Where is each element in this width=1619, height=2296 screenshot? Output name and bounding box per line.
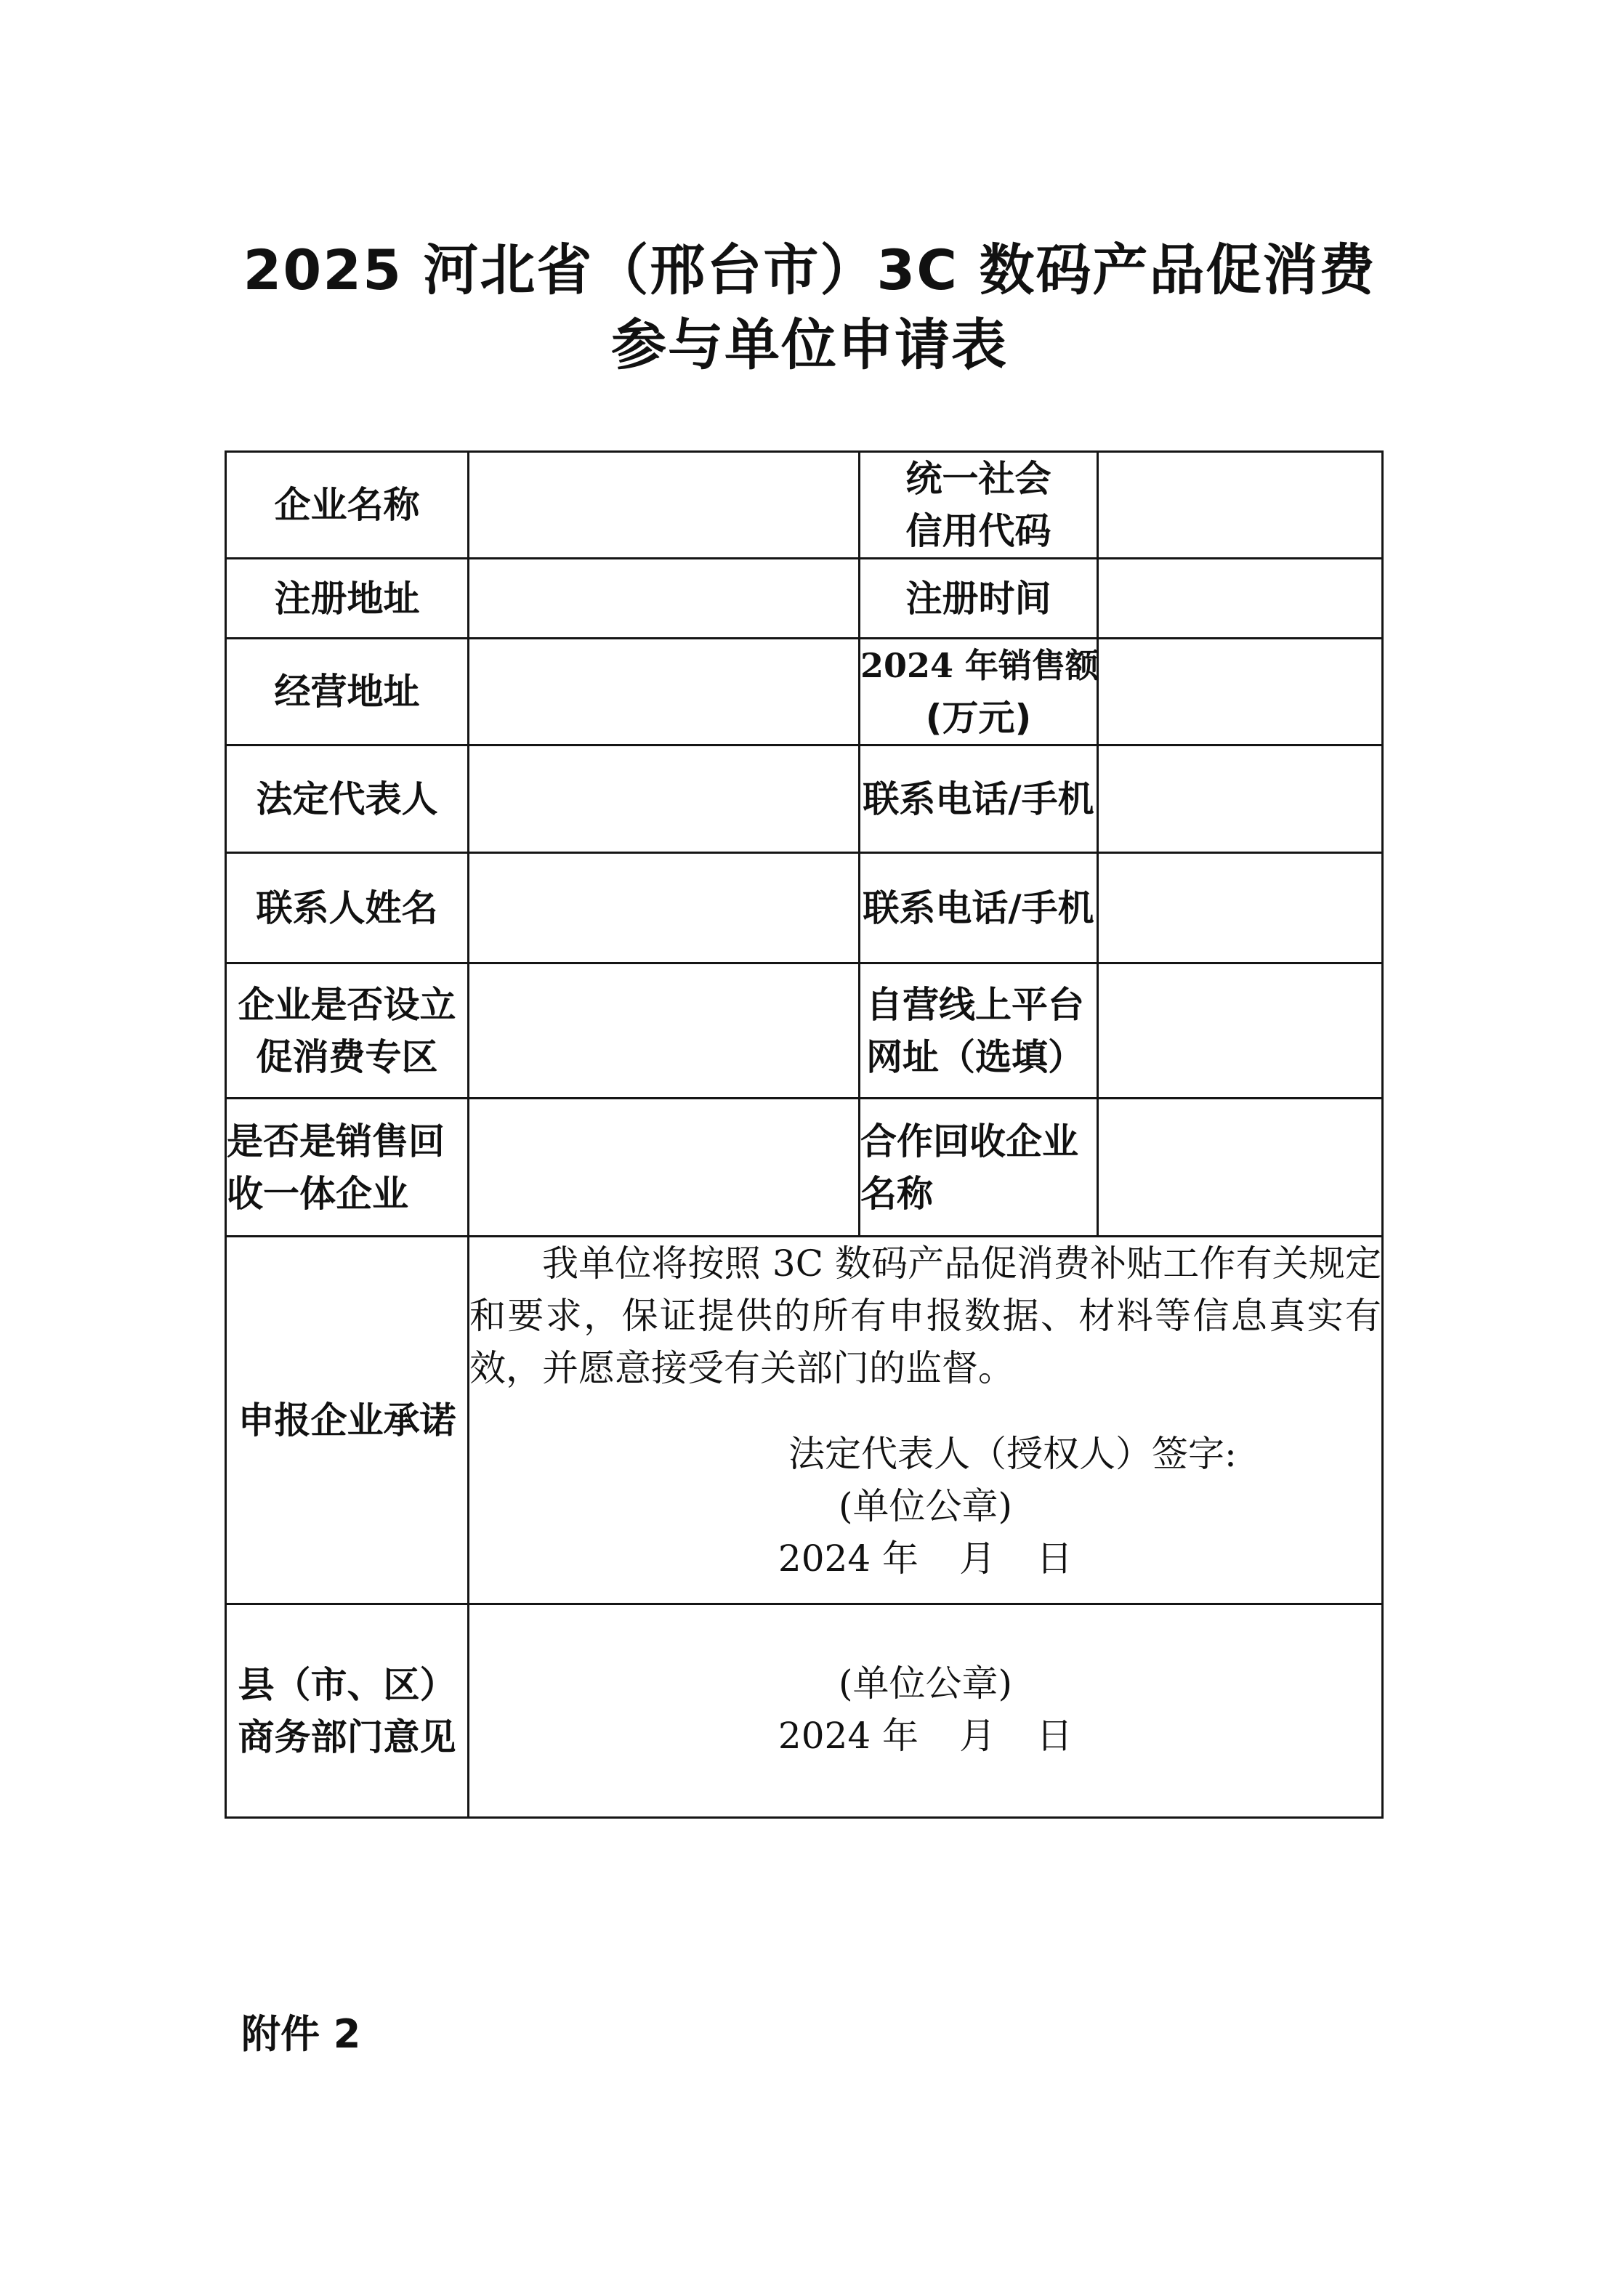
label-recycling-enterprise: [226, 1099, 469, 1237]
label-county-line1: 县（市、区）: [238, 1663, 456, 1706]
form-row-legal-rep: [226, 745, 1383, 853]
label-contact-phone: 联系电话/手机: [860, 853, 1098, 963]
contact-name-field[interactable]: [469, 853, 860, 963]
pledge-date-month: 月: [959, 1537, 996, 1580]
label-business-address: 经营地址: [226, 639, 469, 745]
business-address-field[interactable]: [469, 639, 860, 745]
label-recycling-line1: 是否是销售回: [227, 1120, 445, 1163]
label-legal-representative: 法定代表人: [226, 745, 469, 853]
label-promo-zone: [226, 963, 469, 1099]
label-online-platform-line2: 网址（选填）: [866, 1035, 1084, 1078]
label-county-line2: 商务部门意见: [238, 1715, 456, 1758]
county-date: [469, 1710, 1381, 1762]
pledge-date-day: 日: [1036, 1537, 1073, 1580]
label-online-platform-line1: 自营线上平台: [866, 983, 1084, 1026]
label-sales-2024: [860, 639, 1098, 745]
county-date-day: 日: [1036, 1715, 1073, 1757]
form-row-registered-address: [226, 559, 1383, 639]
application-form-table: [225, 450, 1384, 1819]
county-seal: (单位公章): [838, 1662, 1012, 1705]
label-sales-2024-line1: 2024 年销售额: [860, 646, 1099, 685]
label-county-opinion: [226, 1604, 469, 1818]
legal-rep-phone-field[interactable]: [1098, 745, 1383, 853]
label-legal-rep-phone: 联系电话/手机: [860, 745, 1098, 853]
pledge-date: [469, 1532, 1381, 1585]
label-registered-address: 注册地址: [226, 559, 469, 639]
form-row-pledge: [226, 1237, 1383, 1604]
pledge-cell: [469, 1237, 1383, 1604]
credit-code-field[interactable]: [1098, 452, 1383, 559]
label-company-name: 企业名称: [226, 452, 469, 559]
form-row-recycling: [226, 1099, 1383, 1237]
label-recycling-line2: 收一体企业: [227, 1172, 408, 1215]
form-row-business-address: [226, 639, 1383, 745]
online-platform-url-field[interactable]: [1098, 963, 1383, 1099]
label-promo-zone-line1: 企业是否设立: [238, 983, 456, 1026]
form-title-line2: 参与单位申请表: [611, 312, 1008, 377]
label-credit-code: [860, 452, 1098, 559]
label-contact-name: 联系人姓名: [226, 853, 469, 963]
county-date-year: 2024 年: [778, 1715, 919, 1757]
county-date-month: 月: [959, 1715, 996, 1757]
registration-date-field[interactable]: [1098, 559, 1383, 639]
label-promo-zone-line2: 促消费专区: [256, 1035, 438, 1078]
label-sales-2024-line2: (万元): [925, 697, 1032, 739]
attachment-label: 附件 2: [241, 2011, 361, 2057]
recycling-enterprise-field[interactable]: [469, 1099, 860, 1237]
sales-2024-field[interactable]: [1098, 639, 1383, 745]
label-partner-recycler-line1: 合作回收企业: [860, 1120, 1078, 1163]
label-registration-date: 注册时间: [860, 559, 1098, 639]
form-title-line1: 2025 河北省（邢台市）3C 数码产品促消费: [243, 238, 1376, 302]
pledge-seal: (单位公章): [838, 1485, 1012, 1527]
pledge-signature-line: 法定代表人（授权人）签字:: [788, 1433, 1237, 1475]
label-partner-recycler: [860, 1099, 1098, 1237]
legal-representative-field[interactable]: [469, 745, 860, 853]
form-row-company-name: [226, 452, 1383, 559]
form-row-county-opinion: [226, 1604, 1383, 1818]
company-name-field[interactable]: [469, 452, 860, 559]
county-opinion-cell[interactable]: [469, 1604, 1383, 1818]
label-credit-code-line2: 信用代码: [905, 510, 1051, 552]
form-row-contact-person: [226, 853, 1383, 963]
label-online-platform: [860, 963, 1098, 1099]
partner-recycler-field[interactable]: [1098, 1099, 1383, 1237]
promo-zone-field[interactable]: [469, 963, 860, 1099]
pledge-date-year: 2024 年: [778, 1537, 919, 1580]
label-pledge: 申报企业承诺: [226, 1237, 469, 1604]
label-credit-code-line1: 统一社会: [905, 458, 1051, 500]
pledge-text: 我单位将按照 3C 数码产品促消费补贴工作有关规定和要求，保证提供的所有申报数据、材料等信息真实有效，并愿意接受有关部门的监督。: [469, 1242, 1381, 1389]
form-row-promo-zone: [226, 963, 1383, 1099]
contact-phone-field[interactable]: [1098, 853, 1383, 963]
registered-address-field[interactable]: [469, 559, 860, 639]
label-partner-recycler-line2: 名称: [860, 1172, 933, 1215]
